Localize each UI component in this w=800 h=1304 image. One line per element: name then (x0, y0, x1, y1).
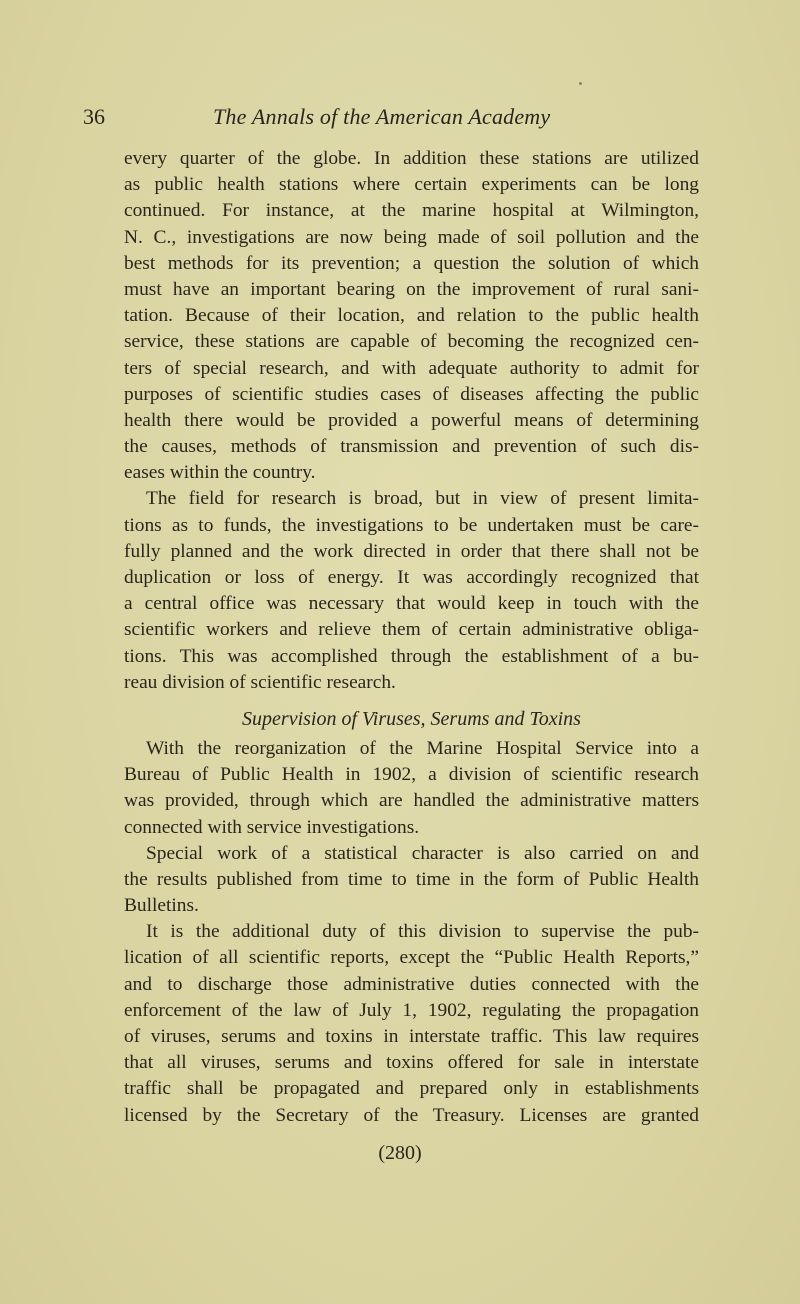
folio-number: (280) (378, 1142, 422, 1164)
body-text (124, 146, 699, 1129)
text-line: Special work of a statistical character is also carried on and (146, 842, 699, 864)
text-line: best methods for its prevention; a question the solution of which (124, 252, 699, 274)
text-line: duplication or loss of energy. It was accordingly recognized that (124, 567, 699, 588)
text-line: tation. Because of their location, and relation to the public health (124, 305, 699, 327)
text-line: a central office was necessary that would keep in touch with the (124, 593, 699, 615)
text-line: tions as to funds, the investigations to be undertaken must be care- (124, 514, 699, 536)
section-heading: Supervision of Viruses, Serums and Toxins (242, 707, 581, 730)
text-line: fully planned and the work directed in order that there shall not be (124, 540, 699, 562)
text-line: scientific workers and relieve them of certain administrative obliga- (124, 619, 699, 641)
text-line: With the reorganization of the Marine Hospital Service into a (146, 737, 699, 759)
text-line: service, these stations are capable of becoming the recognized cen- (124, 331, 699, 353)
text-line: traffic shall be propagated and prepared only in establishments (124, 1078, 699, 1100)
text-line: reau division of scientific research. (124, 671, 396, 693)
text-line: connected with service investigations. (124, 816, 420, 838)
text-line: ters of special research, and with adequate authority to admit for (124, 357, 699, 379)
text-line: was provided, through which are handled the administrative matters (124, 790, 699, 812)
text-line: It is the additional duty of this division to supervise the pub- (146, 921, 699, 943)
text-line: of viruses, serums and toxins in interstate traffic. This law requires (124, 1026, 699, 1047)
text-line: every quarter of the globe. In addition these stations are utilized (124, 148, 699, 169)
text-line: lication of all scientific reports, except the “Public Health Reports,” (124, 947, 699, 969)
text-line: as public health stations where certain experiments can be long (124, 174, 699, 196)
running-title: The Annals of the American Academy (213, 104, 551, 129)
text-line: continued. For instance, at the marine hospital at Wilmington, (124, 200, 699, 222)
text-line: licensed by the Secretary of the Treasury. Licenses are granted (124, 1104, 699, 1126)
text-line: tions. This was accomplished through the establishment of a bu- (124, 645, 699, 667)
text-line: eases within the country. (124, 462, 316, 484)
text-line: the results published from time to time in the form of Public Health (124, 868, 699, 890)
text-line: must have an important bearing on the improvement of rural sani- (124, 278, 699, 300)
text-line: that all viruses, serums and toxins offered for sale in interstate (124, 1052, 699, 1074)
text-line: Bureau of Public Health in 1902, a division of scientific research (124, 764, 699, 786)
text-line: The field for research is broad, but in view of present limita- (146, 488, 699, 510)
text-line: Bulletins. (124, 895, 199, 917)
page-number: 36 (83, 104, 105, 129)
text-line: N. C., investigations are now being made of soil pollution and the (124, 226, 699, 248)
paper-speck (579, 82, 582, 85)
text-line: the causes, methods of transmission and prevention of such dis- (124, 436, 699, 458)
text-line: enforcement of the law of July 1, 1902, regulating the propagation (124, 999, 699, 1021)
text-line: health there would be provided a powerful means of determining (124, 409, 699, 431)
text-line: and to discharge those administrative duties connected with the (124, 973, 699, 995)
text-line: purposes of scientific studies cases of diseases affecting the public (124, 383, 699, 405)
